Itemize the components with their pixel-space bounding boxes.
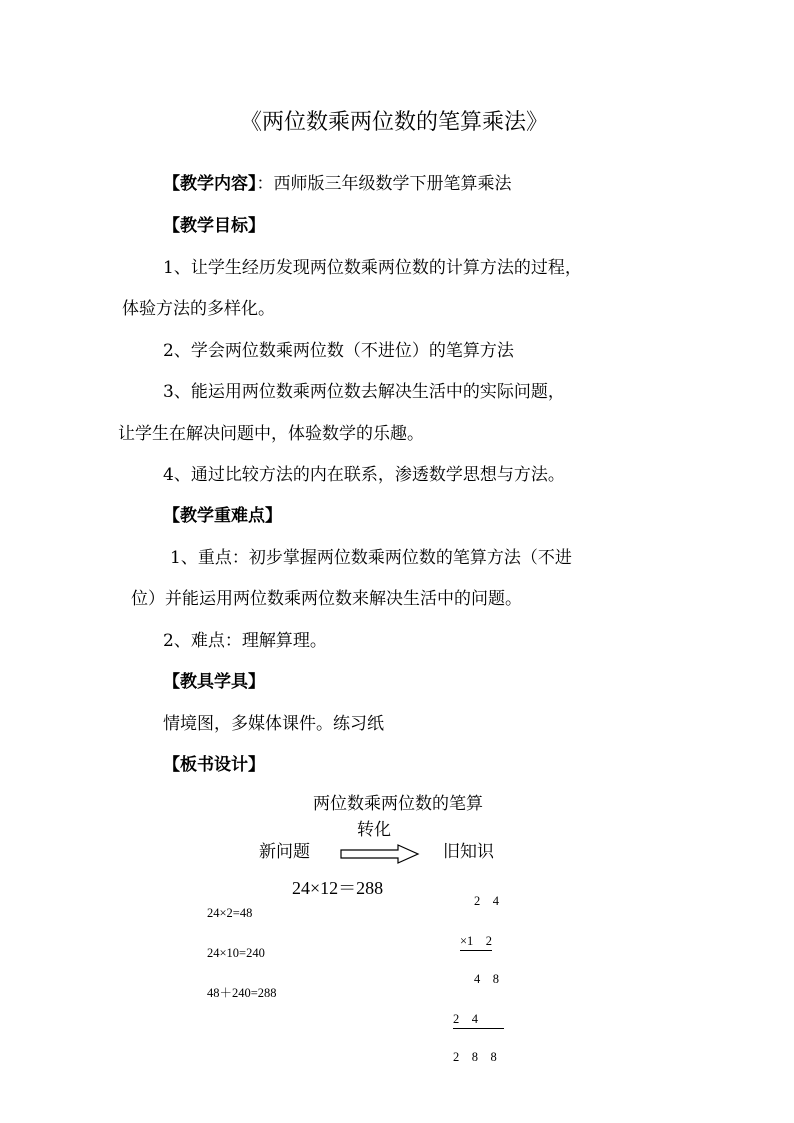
board-equation: 24×12＝288	[292, 878, 384, 898]
board-heading: 【板书设计】	[163, 755, 265, 775]
vertical-row-1: 2 4	[474, 894, 500, 908]
objective-1-line-2: 体验方法的多样化。	[122, 299, 275, 319]
objective-1-line-1: 1、让学生经历发现两位数乘两位数的计算方法的过程，	[163, 258, 582, 278]
objective-4: 4、通过比较方法的内在联系，渗透数学思想与方法。	[163, 465, 565, 485]
tools-heading: 【教具学具】	[163, 672, 265, 692]
board-title: 两位数乘两位数的笔算	[313, 794, 483, 814]
right-arrow-icon	[340, 844, 420, 864]
objective-3-line-1: 3、能运用两位数乘两位数去解决生活中的实际问题，	[163, 382, 565, 402]
key-point-1-line-2: 位）并能运用两位数乘两位数来解决生活中的问题。	[131, 589, 522, 609]
key-points-heading: 【教学重难点】	[163, 506, 282, 526]
tools-text: 情境图，多媒体课件。练习纸	[163, 714, 384, 734]
vertical-row-4: 2 4	[453, 1013, 504, 1029]
left-label: 新问题	[259, 842, 310, 862]
vertical-row-2: ×1 2	[460, 935, 492, 951]
objective-2: 2、学会两位数乘两位数（不进位）的笔算方法	[163, 341, 514, 361]
objective-3-line-2: 让学生在解决问题中，体验数学的乐趣。	[118, 424, 424, 444]
document-title: 《两位数乘两位数的笔算乘法》	[240, 110, 549, 135]
content-text: ：西师版三年级数学下册笔算乘法	[256, 174, 512, 194]
objectives-heading: 【教学目标】	[163, 216, 265, 236]
content-line	[163, 176, 512, 193]
vertical-row-5: 2 8 8	[453, 1050, 497, 1064]
right-label: 旧知识	[443, 842, 494, 862]
step-3: 48＋240=288	[207, 986, 277, 1000]
step-2: 24×10=240	[207, 946, 265, 960]
arrow-label: 转化	[357, 820, 391, 840]
vertical-row-3: 4 8	[474, 972, 500, 986]
key-point-1-line-1: 1、重点：初步掌握两位数乘两位数的笔算方法（不进	[170, 548, 572, 568]
content-heading: 【教学内容】	[163, 174, 257, 194]
step-1: 24×2=48	[207, 906, 253, 920]
key-point-2: 2、难点：理解算理。	[163, 631, 327, 651]
